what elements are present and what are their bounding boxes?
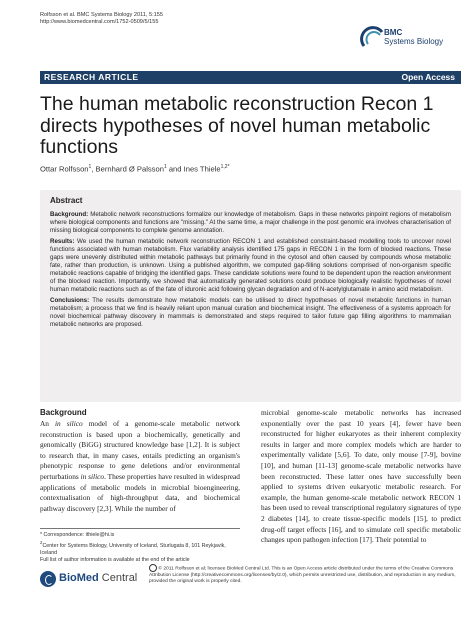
- author-affiliation-marker: 1,2*: [220, 164, 230, 170]
- abstract-section-label: Background:: [50, 211, 89, 218]
- license-notice: [149, 564, 461, 586]
- abstract-section-label: Results:: [50, 238, 75, 245]
- author-affiliation-marker: 1: [88, 164, 92, 170]
- citation-line: Rolfsson et al. BMC Systems Biology 2011, 5:155: [40, 12, 164, 18]
- abstract-results: [50, 238, 451, 294]
- section-heading: Background: [40, 408, 87, 417]
- affiliation-note: [40, 539, 240, 557]
- page-header: [40, 12, 163, 27]
- bmc-logo-icon: [360, 24, 386, 50]
- affiliation-marker: 2: [40, 540, 43, 545]
- abstract-background: [50, 211, 451, 235]
- footnotes: [40, 528, 240, 564]
- author-affiliation-marker: 1: [163, 164, 167, 170]
- journal-logo: [360, 24, 456, 50]
- creative-commons-icon: [149, 564, 157, 572]
- logo-journal-text: Systems Biology: [384, 37, 444, 46]
- body-text-italic: in silico: [80, 471, 105, 481]
- author-name[interactable]: , Bernhard Ø Palsson: [91, 164, 164, 174]
- affiliation-text: Center for Systems Biology, University of Iceland, Sturlugata 8, 101 Reykjavik, Iceland: [40, 542, 226, 556]
- publisher-name-rest: Central: [98, 572, 138, 584]
- author-info-note: Full list of author information is available at the end of the article: [40, 556, 190, 563]
- publisher-logo: [40, 570, 150, 588]
- body-text-run: model of a genome-scale metabolic network reconstruction is based upon a biochemically, genetically and genomically (BiGG) structured knowledge base [1,2]. It is subject to research that, in many cases, entails predicting an organism's phenotypic response to gene deletions and/or environmental perturbations: [40, 419, 240, 481]
- abstract-box: [40, 190, 461, 402]
- article-title: The human metabolic reconstruction Recon 1 directs hypotheses of novel human metabolic functions: [40, 93, 434, 158]
- abstract-text: The results demonstrate how metabolic models can be utilised to direct hypotheses of novel metabolic functions in human metabolism; a process that we find is heavily reliant upon manual curation and biochemical insight. The effectiveness of a systems approach for novel biochemical pathway discovery in mammals is demonstrated and steps required to tailor future gap filling algorithms to mammalian metabolic networks are proposed.: [50, 297, 451, 328]
- author-list: [40, 164, 230, 174]
- author-name[interactable]: Ottar Rolfsson: [40, 164, 89, 174]
- biomed-central-icon: [40, 571, 56, 587]
- logo-bmc-text: BMC: [384, 28, 403, 37]
- abstract-section-label: Conclusions:: [50, 297, 90, 304]
- body-text-run: An: [40, 419, 56, 428]
- abstract-conclusions: [50, 297, 451, 329]
- body-text-run: . These properties have resulted in widespread applications of metabolic models in microbial bioengineering, contextualisation of high-throughput data, and biochemical pathway discovery [2,3]. While the number of: [40, 471, 240, 513]
- abstract-text: Metabolic network reconstructions formalize our knowledge of metabolism. Gaps in these networks pinpoint regions of metabolism where biological components and functions are "missing." At the same time, a major challenge in the post genomic era involves characterisation of missing biological components to complete genome annotation.: [50, 211, 451, 234]
- license-text: © 2011 Rolfsson et al; licensee BioMed Central Ltd. This is an Open Access article distributed under the terms of the Creative Commons Attribution License (http://creativecommons.org/licenses/by/2.0), which permits unrestricted use, distribution, and reproduction in any medium, provided the original work is properly cited.: [149, 566, 456, 585]
- open-access-label: Open Access: [401, 72, 455, 82]
- article-type-label: RESEARCH ARTICLE: [44, 72, 139, 82]
- abstract-text: We used the human metabolic network reconstruction RECON 1 and established constraint-based modelling tools to uncover novel functions associated with human metabolism. Flux variability analysis identified 175 gaps in RECON 1 in the form of blocked reactions. These gaps were unevenly distributed within metabolic pathways but primarily found in the cytosol and often caused by compounds whose metabolic fate, rather than production, is unknown. Using a published algorithm, we computed gap-filling solutions comprised of non-organism specific metabolic reactions capable of bridging the identified gaps. These candidate solutions were found to be dependent upon the reaction environment of the blocked reaction. Importantly, we showed that automatically generated solutions could produce biologically realistic hypotheses of novel human metabolic reactions such as of the fate of iduronic acid following glycan degradation and of N-acetylglutamate in amino acid metabolism.: [50, 238, 451, 293]
- publisher-name-bold: BioMed: [59, 572, 99, 584]
- body-text-italic: in silico: [55, 419, 83, 428]
- body-paragraph: microbial genome-scale metabolic networks has increased exponentially over the past 10 years [4], fewer have been reconstructed for higher eukaryotes as their inherent complexity results in larger and more complex models which are harder to experimentally validate [5,6]. To date, only mouse [7-9], bovine [10], and human [11-13] genome-scale metabolic networks have been reconstructed. These latter ones have successfully been applied to systems driven eukaryotic metabolic research. For example, the human genome-scale metabolic network RECON 1 has been used to reveal transcriptional regulatory signatures of type 2 diabetes [14], to create tissue-specific models [15], to predict drug-off target effects [16], and to simulate cell specific metabolic changes upon pathogen infection [17]. Their potential to: [261, 408, 461, 545]
- article-type-bar: [40, 71, 461, 84]
- article-url[interactable]: http://www.biomedcentral.com/1752-0509/5/155: [40, 19, 159, 26]
- body-column-left: [40, 408, 240, 514]
- publisher-name: [59, 572, 137, 584]
- abstract-heading: Abstract: [50, 196, 83, 205]
- author-name[interactable]: and Ines Thiele: [166, 164, 221, 174]
- body-paragraph: [40, 419, 240, 514]
- correspondence-note[interactable]: * Correspondence: ithiele@hi.is: [40, 532, 115, 538]
- body-column-right: [261, 408, 461, 546]
